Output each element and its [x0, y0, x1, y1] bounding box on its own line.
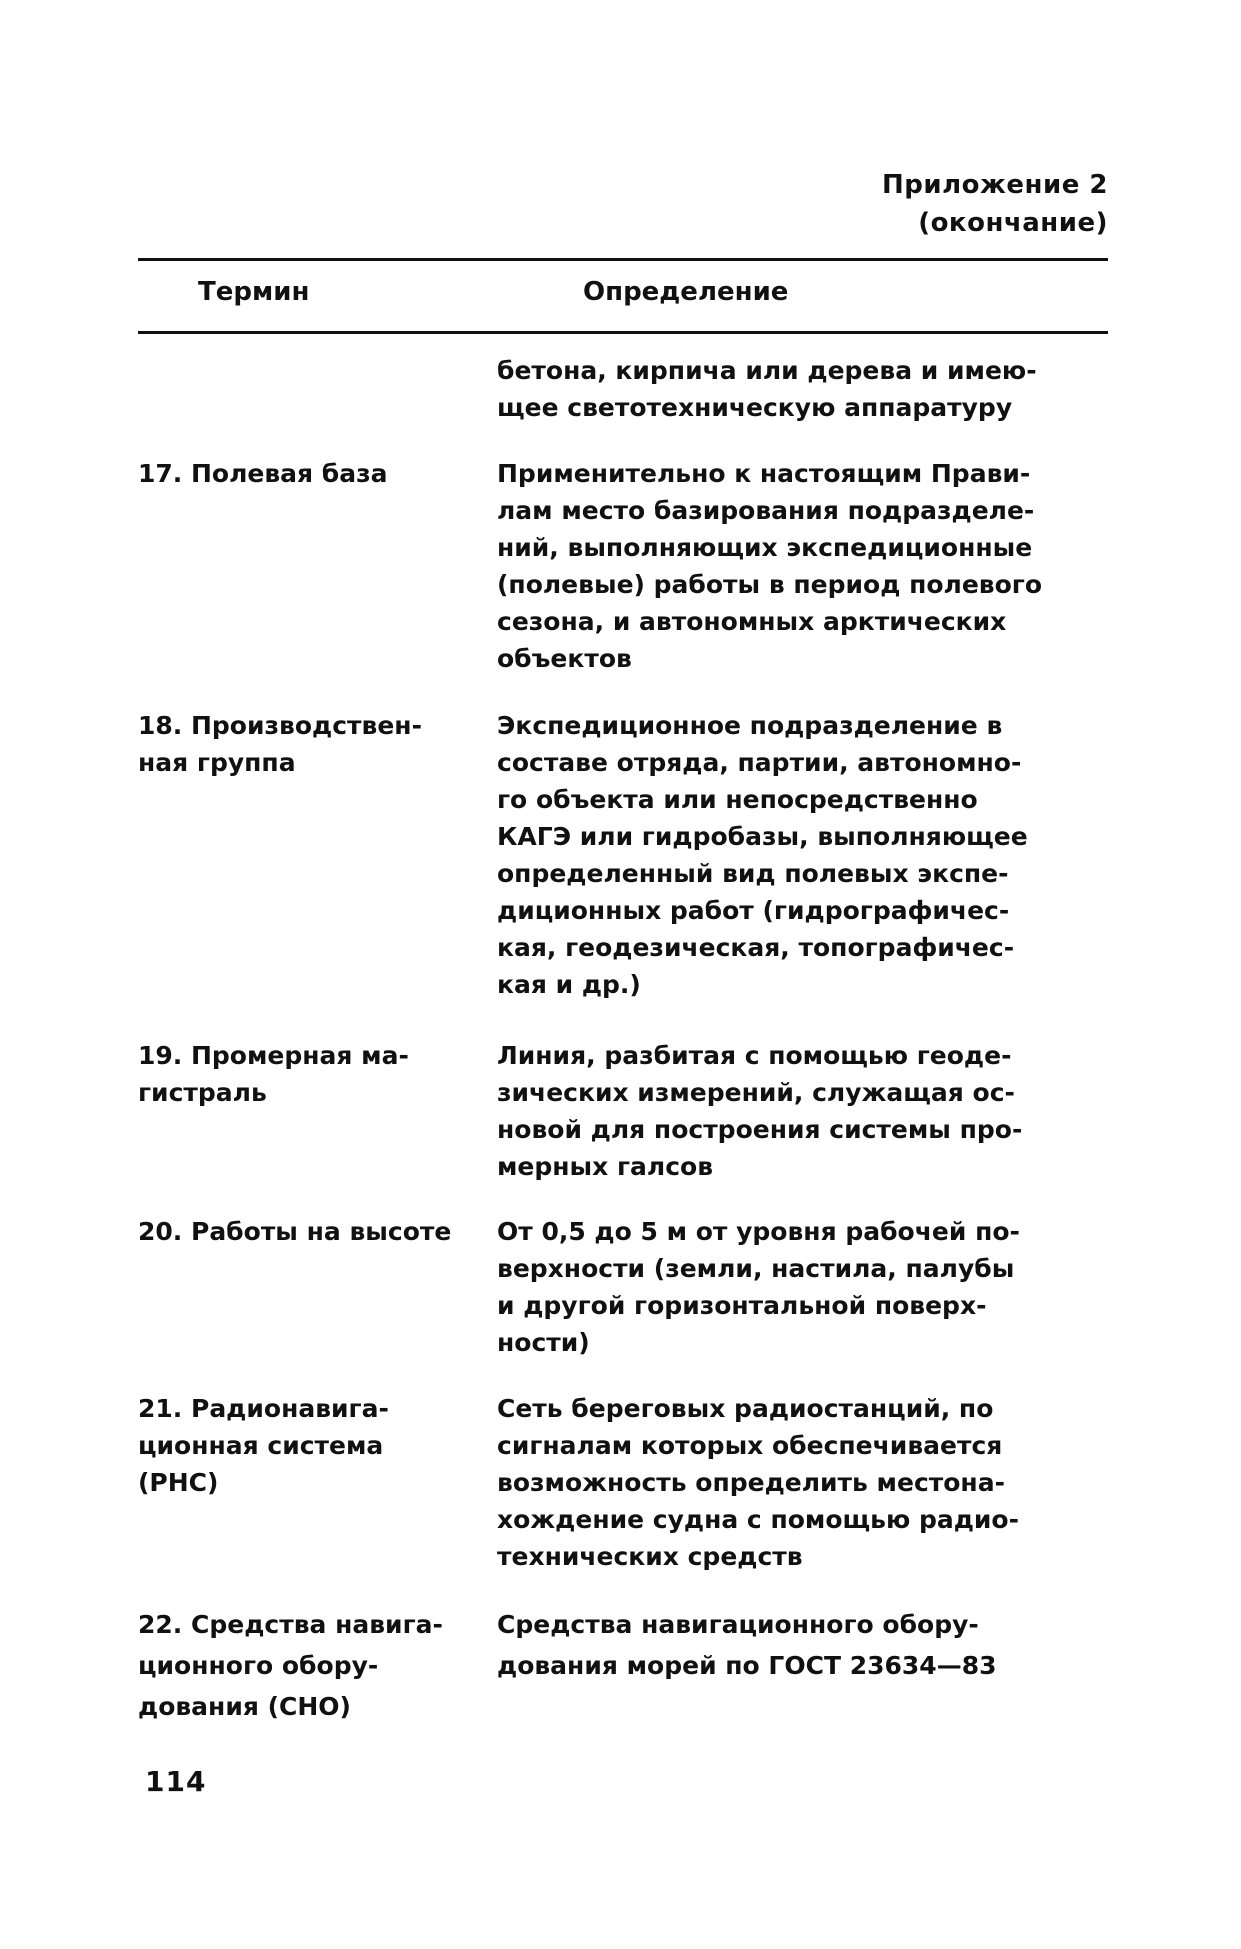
definition-line: возможность определить местона-: [497, 1468, 1005, 1497]
definition-continuation: [497, 352, 1097, 426]
definition-line: щее светотехническую аппаратуру: [497, 393, 1013, 422]
definition-line: Сеть береговых радиостанций, по: [497, 1394, 994, 1423]
term-line: дования (СНО): [138, 1692, 351, 1721]
term-cell: [138, 1037, 483, 1111]
page-number: 114: [145, 1765, 207, 1798]
definition-line: Экспедиционное подразделение в: [497, 711, 1003, 740]
appendix-subtitle: (окончание): [918, 208, 1108, 238]
term-line: 19. Промерная ма-: [138, 1041, 409, 1070]
definition-line: кая, геодезическая, топографичес-: [497, 933, 1015, 962]
definition-line: кая и др.): [497, 970, 641, 999]
term-line: 22. Средства навига-: [138, 1610, 443, 1639]
definition-line: От 0,5 до 5 м от уровня рабочей по-: [497, 1217, 1020, 1246]
term-cell: [138, 1604, 483, 1727]
definition-line: диционных работ (гидрографичес-: [497, 896, 1010, 925]
definition-line: бетона, кирпича или дерева и имею-: [497, 356, 1037, 385]
term-cell: [138, 1213, 483, 1250]
term-line: ная группа: [138, 748, 296, 777]
definition-line: определенный вид полевых экспе-: [497, 859, 1009, 888]
definition-line: го объекта или непосредственно: [497, 785, 978, 814]
term-cell: [138, 1390, 483, 1501]
definition-line: и другой горизонтальной поверх-: [497, 1291, 987, 1320]
term-line: ционная система: [138, 1431, 384, 1460]
definition-line: сигналам которых обеспечивается: [497, 1431, 1003, 1460]
table-top-rule: [138, 258, 1108, 261]
column-header-definition: Определение: [583, 277, 789, 307]
definition-line: ний, выполняющих экспедиционные: [497, 533, 1033, 562]
appendix-title: Приложение 2: [882, 170, 1108, 200]
definition-line: сезона, и автономных арктических: [497, 607, 1007, 636]
term-cell: [138, 707, 483, 781]
term-cell: [138, 455, 483, 492]
term-line: 18. Производствен-: [138, 711, 422, 740]
definition-cell: [497, 707, 1097, 1003]
definition-line: Применительно к настоящим Прави-: [497, 459, 1031, 488]
term-line: 17. Полевая база: [138, 459, 388, 488]
definition-line: дования морей по ГОСТ 23634—83: [497, 1651, 997, 1680]
term-line: 21. Радионавига-: [138, 1394, 389, 1423]
column-header-term: Термин: [198, 277, 310, 307]
definition-line: объектов: [497, 644, 632, 673]
term-line: (РНС): [138, 1468, 219, 1497]
definition-cell: [497, 455, 1097, 677]
definition-line: Линия, разбитая с помощью геоде-: [497, 1041, 1012, 1070]
definition-cell: [497, 1390, 1097, 1575]
definition-line: верхности (земли, настила, палубы: [497, 1254, 1015, 1283]
definition-cell: [497, 1037, 1097, 1185]
appendix-label: [882, 166, 1108, 242]
definition-cell: [497, 1604, 1097, 1686]
definition-cell: [497, 1213, 1097, 1361]
definition-line: лам место базирования подразделе-: [497, 496, 1035, 525]
definition-line: зических измерений, служащая ос-: [497, 1078, 1015, 1107]
definition-line: Средства навигационного обору-: [497, 1610, 979, 1639]
definition-line: КАГЭ или гидробазы, выполняющее: [497, 822, 1028, 851]
definition-line: хождение судна с помощью радио-: [497, 1505, 1019, 1534]
term-line: 20. Работы на высоте: [138, 1217, 452, 1246]
definition-line: ности): [497, 1328, 590, 1357]
table-header-rule: [138, 331, 1108, 334]
definition-line: новой для построения системы про-: [497, 1115, 1023, 1144]
term-line: гистраль: [138, 1078, 267, 1107]
term-line: ционного обору-: [138, 1651, 379, 1680]
definition-line: мерных галсов: [497, 1152, 714, 1181]
definition-line: технических средств: [497, 1542, 803, 1571]
definition-line: составе отряда, партии, автономно-: [497, 748, 1022, 777]
definition-line: (полевые) работы в период полевого: [497, 570, 1043, 599]
